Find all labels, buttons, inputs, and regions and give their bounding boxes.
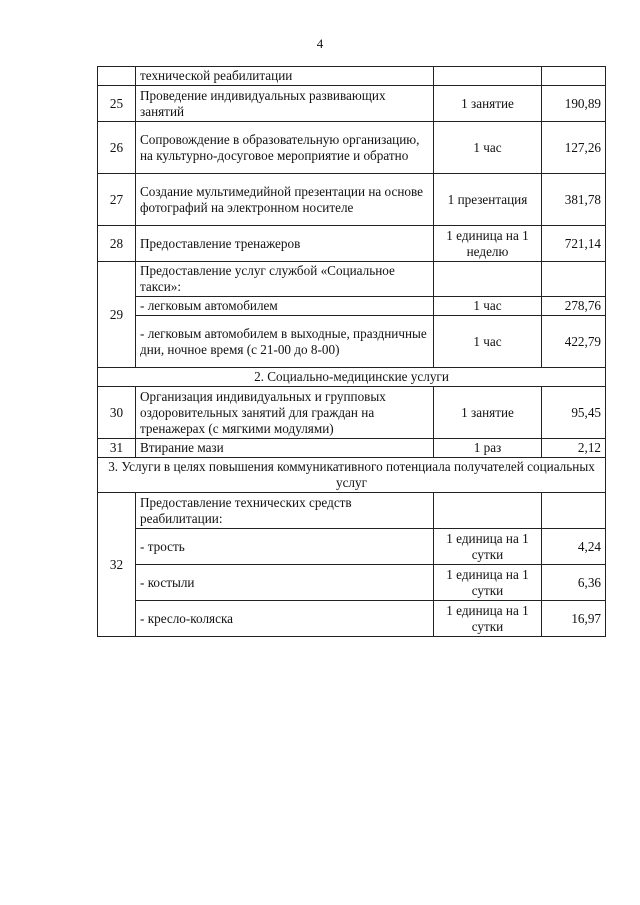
service-name: Предоставление тренажеров — [136, 226, 434, 262]
service-unit — [434, 262, 542, 297]
service-unit: 1 единица на 1 сутки — [434, 529, 542, 565]
service-price: 4,24 — [542, 529, 606, 565]
service-unit: 1 единица на 1 сутки — [434, 601, 542, 637]
service-unit: 1 презентация — [434, 174, 542, 226]
table-row — [98, 174, 606, 226]
section-title: 3. Услуги в целях повышения коммуникативного потенциала получателей социальных услуг — [98, 458, 606, 493]
table-row — [98, 601, 606, 637]
service-price: 381,78 — [542, 174, 606, 226]
row-number: 31 — [98, 439, 136, 458]
service-price — [542, 262, 606, 297]
service-name: - легковым автомобилем в выходные, праздничные дни, ночное время (с 21-00 до 8-00) — [136, 316, 434, 368]
table-row — [98, 67, 606, 86]
service-name: - трость — [136, 529, 434, 565]
service-group-header: Предоставление технических средств реабилитации: — [136, 493, 434, 529]
service-unit: 1 час — [434, 122, 542, 174]
service-name: Сопровождение в образовательную организацию, на культурно-досуговое мероприятие и обратно — [136, 122, 434, 174]
service-name: Втирание мази — [136, 439, 434, 458]
service-price: 721,14 — [542, 226, 606, 262]
service-name: технической реабилитации — [136, 67, 434, 86]
row-number: 30 — [98, 387, 136, 439]
table-row — [98, 493, 606, 529]
service-name: - легковым автомобилем — [136, 297, 434, 316]
service-unit: 1 единица на 1 неделю — [434, 226, 542, 262]
tariff-table — [97, 66, 606, 637]
section-title: 2. Социально-медицинские услуги — [98, 368, 606, 387]
service-group-header: Предоставление услуг службой «Социальное такси»: — [136, 262, 434, 297]
section-row — [98, 368, 606, 387]
table-row — [98, 297, 606, 316]
row-number: 27 — [98, 174, 136, 226]
service-price: 6,36 — [542, 565, 606, 601]
service-price: 278,76 — [542, 297, 606, 316]
service-unit — [434, 67, 542, 86]
service-unit: 1 час — [434, 316, 542, 368]
table-row — [98, 529, 606, 565]
table-row — [98, 226, 606, 262]
service-name: Создание мультимедийной презентации на основе фотографий на электронном носителе — [136, 174, 434, 226]
service-name: - костыли — [136, 565, 434, 601]
table-row — [98, 86, 606, 122]
service-unit: 1 единица на 1 сутки — [434, 565, 542, 601]
service-price: 95,45 — [542, 387, 606, 439]
row-number: 28 — [98, 226, 136, 262]
table-row — [98, 439, 606, 458]
service-price: 2,12 — [542, 439, 606, 458]
service-unit: 1 занятие — [434, 387, 542, 439]
page-number: 4 — [316, 36, 324, 51]
service-unit — [434, 493, 542, 529]
service-name: Проведение индивидуальных развивающих занятий — [136, 86, 434, 122]
service-price: 190,89 — [542, 86, 606, 122]
service-price — [542, 493, 606, 529]
service-unit: 1 раз — [434, 439, 542, 458]
service-unit: 1 час — [434, 297, 542, 316]
table-row — [98, 262, 606, 297]
row-number: 32 — [98, 493, 136, 637]
service-name: - кресло-коляска — [136, 601, 434, 637]
table-row — [98, 122, 606, 174]
table-row — [98, 316, 606, 368]
table-row — [98, 387, 606, 439]
service-price: 16,97 — [542, 601, 606, 637]
service-name: Организация индивидуальных и групповых оздоровительных занятий для граждан на тренажерах (с мягкими модулями) — [136, 387, 434, 439]
table-row — [98, 565, 606, 601]
section-row — [98, 458, 606, 493]
row-number: 25 — [98, 86, 136, 122]
row-number: 26 — [98, 122, 136, 174]
service-price — [542, 67, 606, 86]
service-price: 127,26 — [542, 122, 606, 174]
row-number: 29 — [98, 262, 136, 368]
service-unit: 1 занятие — [434, 86, 542, 122]
service-price: 422,79 — [542, 316, 606, 368]
row-number — [98, 67, 136, 86]
